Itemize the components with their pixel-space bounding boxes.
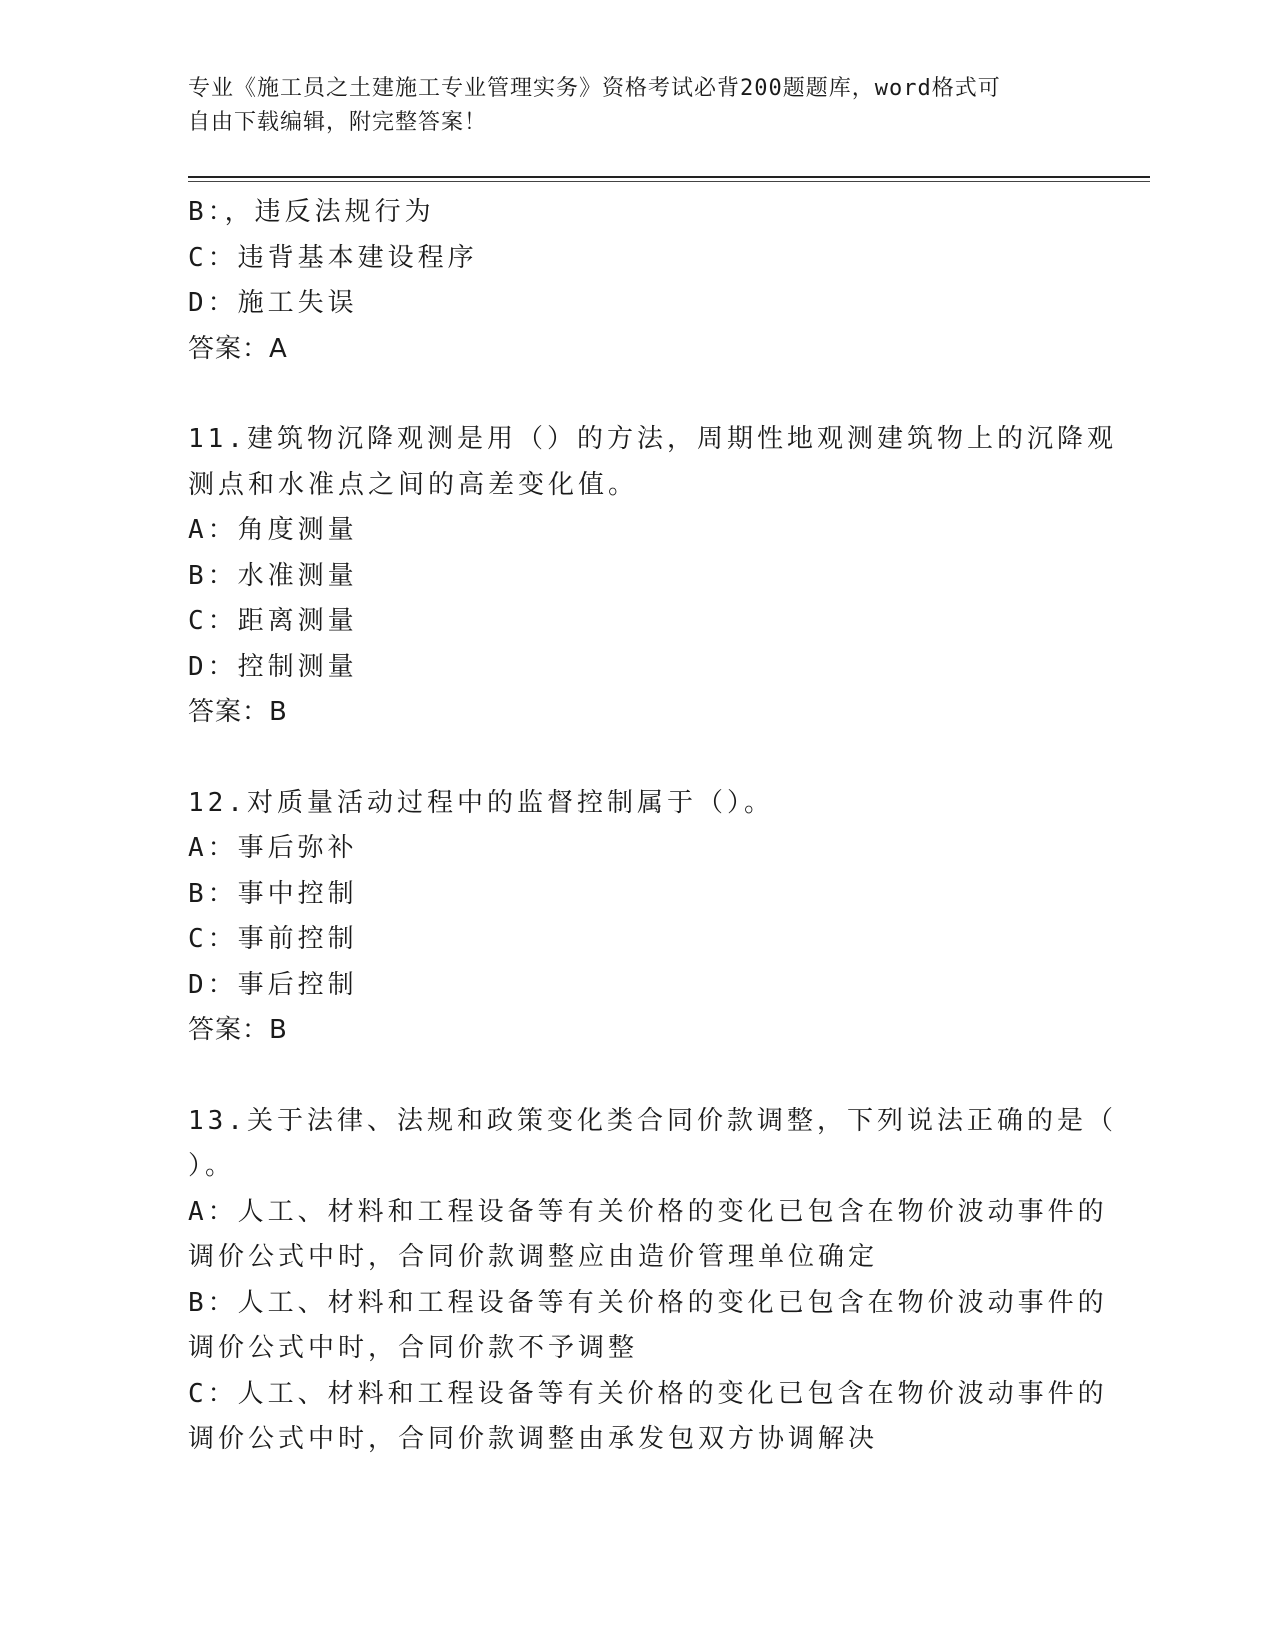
document-body [188, 190, 1117, 1463]
question-12 [188, 781, 1078, 1054]
question-11 [188, 417, 1117, 736]
question-stem-line-2: 测点和水准点之间的高差变化值。 [188, 469, 639, 500]
option-a: A：事后弥补 [188, 833, 358, 863]
option-a: A：角度测量 [188, 515, 358, 545]
spacer [188, 1054, 1078, 1099]
option-c: C：事前控制 [188, 924, 358, 954]
question-stem-line-2: ）。 [188, 1151, 236, 1181]
spacer [188, 736, 1078, 781]
header-divider-thin [188, 181, 1150, 182]
option-d: D：施工失误 [188, 288, 358, 318]
question-13 [188, 1099, 1117, 1463]
option-b-line-1: B：人工、材料和工程设备等有关价格的变化已包含在物价波动事件的 [188, 1287, 1108, 1318]
option-d: D：控制测量 [188, 651, 358, 682]
option-b: B：水准测量 [188, 560, 358, 591]
option-a-line-1: A：人工、材料和工程设备等有关价格的变化已包含在物价波动事件的 [188, 1196, 1108, 1227]
option-c: C：距离测量 [188, 606, 358, 636]
question-stem: 12.对质量活动过程中的监督控制属于（）。 [188, 787, 774, 818]
answer-line: 答案：B [188, 697, 288, 727]
option-b-line-2: 调价公式中时，合同价款不予调整 [188, 1333, 639, 1363]
question-stem-line-1: 13.关于法律、法规和政策变化类合同价款调整，下列说法正确的是（ [188, 1105, 1117, 1136]
answer-line: 答案：A [188, 333, 288, 364]
header-title-line-2: 自由下载编辑，附完整答案！ [188, 110, 488, 135]
header-title-line-1: 专业《施工员之土建施工专业管理实务》资格考试必背200题题库，word格式可 [188, 76, 1001, 101]
option-c: C：违背基本建设程序 [188, 242, 478, 273]
option-c-line-2: 调价公式中时，合同价款调整由承发包双方协调解决 [188, 1424, 879, 1454]
option-c-line-1: C：人工、材料和工程设备等有关价格的变化已包含在物价波动事件的 [188, 1378, 1108, 1409]
option-d: D：事后控制 [188, 969, 358, 1000]
question-stem-line-1: 11.建筑物沉降观测是用（）的方法，周期性地观测建筑物上的沉降观 [188, 424, 1117, 454]
spacer [188, 372, 1078, 417]
option-b: B：事中控制 [188, 878, 358, 909]
question-10-continuation [188, 190, 1078, 372]
option-b: B：，违反法规行为 [188, 197, 435, 227]
document-header [188, 72, 1088, 140]
answer-line: 答案：B [188, 1015, 288, 1045]
option-a-line-2: 调价公式中时，合同价款调整应由造价管理单位确定 [188, 1242, 879, 1272]
header-divider-thick [188, 176, 1150, 178]
